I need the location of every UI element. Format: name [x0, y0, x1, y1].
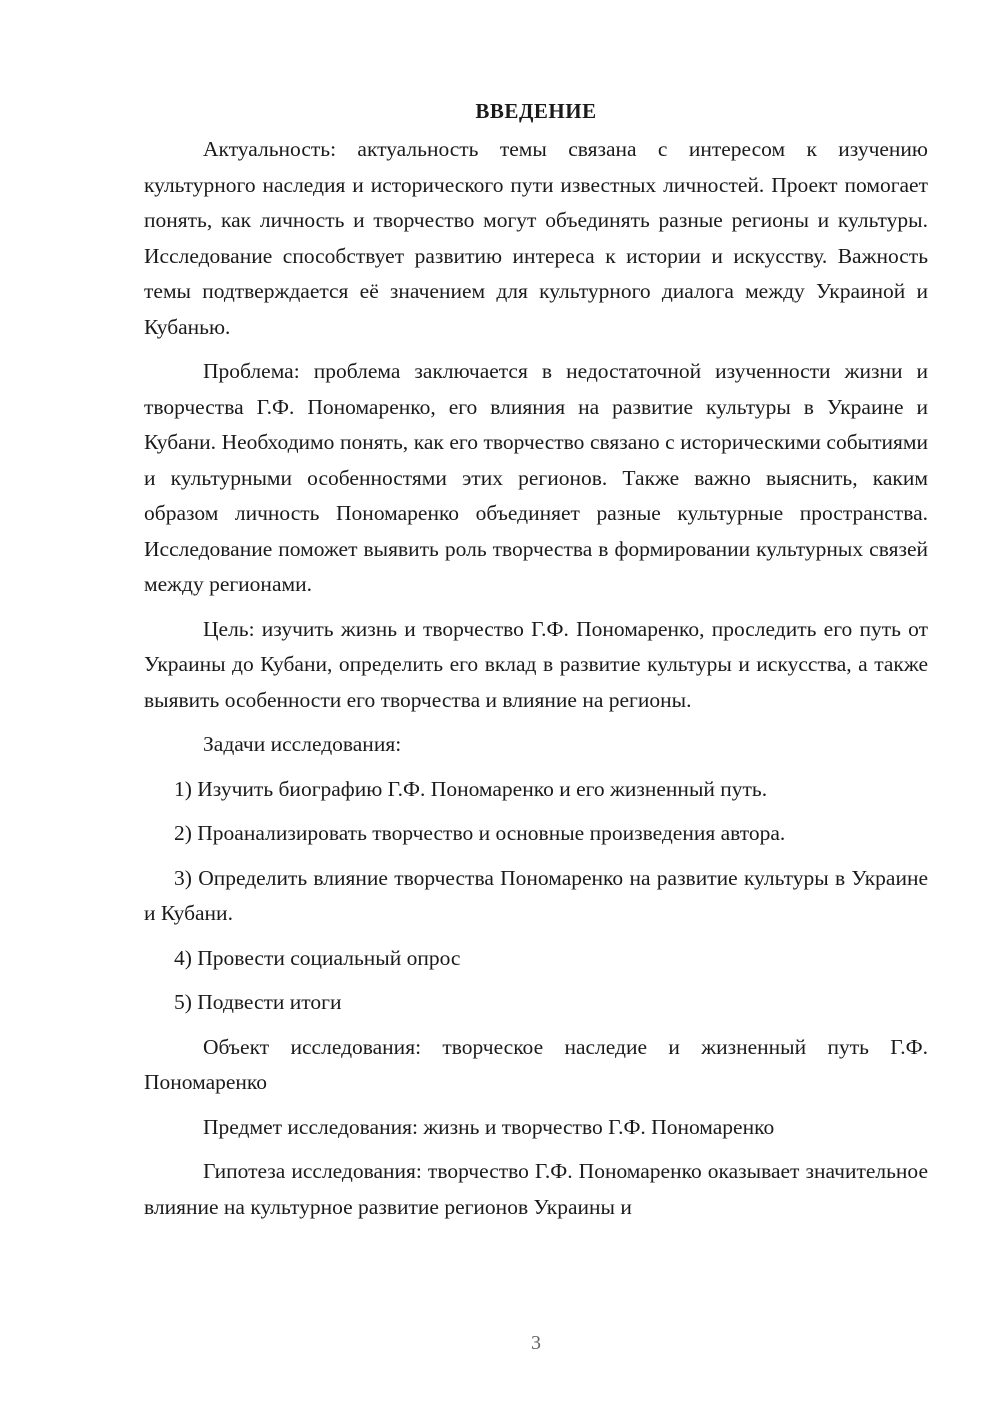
task-item-4: 4) Провести социальный опрос — [174, 945, 461, 970]
task-item-5: 5) Подвести итоги — [174, 990, 342, 1014]
page-number: 3 — [531, 1332, 541, 1354]
section-title: ВВЕДЕНИЕ — [475, 99, 597, 123]
goal-paragraph: Цель: изучить жизнь и творчество Г.Ф. Пономаренко, проследить его путь от Украины до Кубани, определить его вклад в развитие культуры и искусства, а также выявить особенности его творчества и влияние на регионы. — [144, 616, 928, 712]
tasks-heading: Задачи исследования: — [203, 732, 402, 756]
object-paragraph: Объект исследования: творческое наследие и жизненный путь Г.Ф. Пономаренко — [144, 1034, 928, 1094]
task-item-1: 1) Изучить биографию Г.Ф. Пономаренко и его жизненный путь. — [174, 776, 768, 801]
hypothesis-paragraph: Гипотеза исследования: творчество Г.Ф. Пономаренко оказывает значительное влияние на культурное развитие регионов Украины и — [144, 1159, 928, 1219]
task-item-2: 2) Проанализировать творчество и основные произведения автора. — [174, 821, 786, 845]
task-item-3: 3) Определить влияние творчества Пономаренко на развитие культуры в Украине и Кубани. — [144, 865, 928, 925]
document-body — [144, 96, 928, 1234]
subject-paragraph: Предмет исследования: жизнь и творчество Г.Ф. Пономаренко — [203, 1114, 775, 1139]
problem-paragraph: Проблема: проблема заключается в недостаточной изученности жизни и творчества Г.Ф. Пономаренко, его влияния на развитие культуры в Украине и Кубани. Необходимо понять, как его творчество связано с историческими событиями и культурными особенностями этих регионов. Также важно выяснить, каким образом личность Пономаренко объединяет разные культурные пространства. Исследование поможет выявить роль творчества в формировании культурных связей между регионами. — [144, 359, 928, 596]
relevance-paragraph: Актуальность: актуальность темы связана с интересом к изучению культурного наследия и исторического пути известных личностей. Проект помогает понять, как личность и творчество могут объединять разные регионы и культуры. Исследование способствует развитию интереса к истории и искусству. Важность темы подтверждается её значением для культурного диалога между Украиной и Кубанью. — [144, 137, 928, 339]
